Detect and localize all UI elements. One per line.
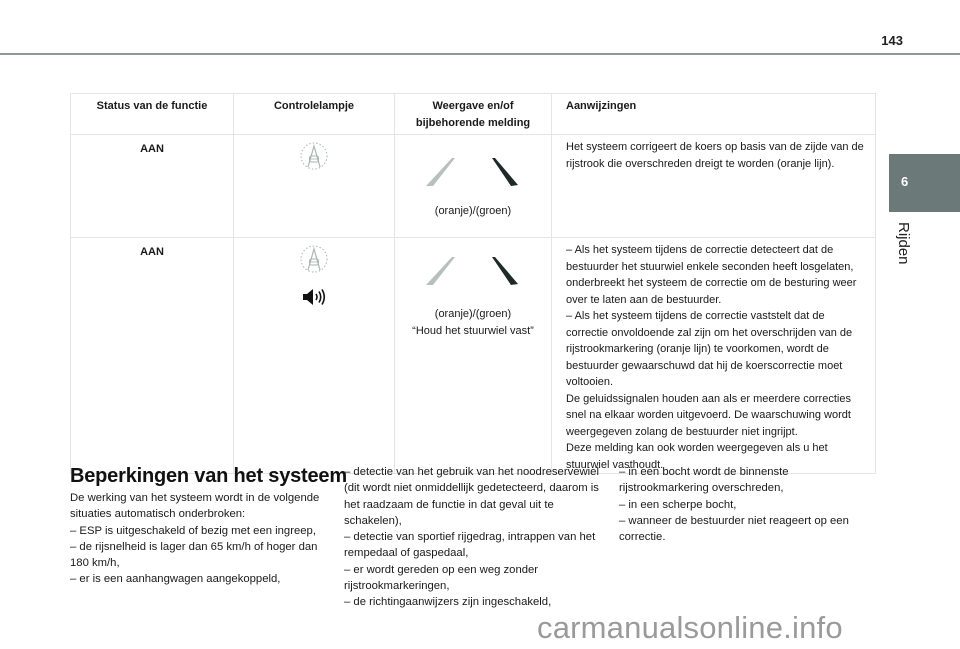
list-item: – er wordt gereden op een weg zonder rijstrookmarkeringen,: [344, 563, 539, 593]
header-notes: Aanwijzingen: [552, 94, 876, 135]
display-color-text: (oranje)/(groen): [434, 205, 512, 217]
header-status: Status van de functie: [71, 94, 234, 135]
list-item: – in een scherpe bocht,: [619, 498, 737, 511]
indicator-cell: [234, 238, 395, 474]
list-item: – detectie van sportief rijgedrag, intrappen van het rempedaal of gaspedaal,: [344, 531, 596, 560]
table-header-row: [71, 94, 876, 135]
list-item: – in een bocht wordt de binnenste rijstrookmarkering overschreden,: [619, 466, 789, 495]
text-column-3: [619, 464, 874, 545]
table-row: [71, 238, 876, 474]
list-item: – er is een aanhangwagen aangekoppeld,: [70, 573, 281, 586]
section-intro: De werking van het systeem wordt in de volgende situaties automatisch onderbroken:: [70, 492, 320, 521]
note-text: – Als het systeem tijdens de correctie vaststelt dat de correctie onvoldoende zal zijn om het overschrijden van de rijstrookmarkering (oranje lijn) te voorkomen, wordt de bestuurder gewaarschuwd dat hij de koerscorrectie moet voltooien.: [566, 310, 853, 388]
display-cell: [395, 238, 552, 474]
status-cell: AAN: [71, 135, 234, 238]
header-display-label: Weergave en/of bijbehorende melding: [415, 100, 531, 129]
lane-keeping-assist-icon: [299, 141, 329, 171]
watermark: carmanualsonline.info: [537, 610, 843, 645]
lane-keeping-assist-icon: [299, 244, 329, 274]
list-item: – wanneer de bestuurder niet reageert op een correctie.: [619, 514, 849, 544]
chapter-title: Rijden: [895, 222, 912, 265]
notes-cell: [552, 135, 876, 238]
function-status-table: [70, 93, 876, 474]
list-item: – de rijsnelheid is lager dan 65 km/h of hoger dan 180 km/h,: [70, 540, 318, 570]
display-message: “Houd het stuurwiel vast”: [412, 324, 534, 337]
text-column-1: [70, 490, 330, 588]
chapter-tab[interactable]: [889, 154, 960, 212]
table-row: [71, 135, 876, 238]
status-cell: AAN: [71, 238, 234, 474]
page-number: 143: [881, 33, 903, 48]
note-text: De geluidssignalen houden aan als er meerdere correcties snel na elkaar worden uitgevoerd. De waarschuwing wordt weergegeven zolang de bestuurder niet ingrijpt.: [566, 392, 851, 438]
indicator-cell: [234, 135, 395, 238]
header-indicator: Controlelampje: [234, 94, 395, 135]
text-column-2: [344, 464, 609, 611]
chapter-number: 6: [901, 174, 909, 189]
display-cell: [395, 135, 552, 238]
note-text: Deze melding kan ook worden weergegeven als u het stuurwiel vasthoudt.: [566, 442, 828, 471]
note-text: – Als het systeem tijdens de correctie detecteert dat de bestuurder het stuurwiel enkele seconden heeft losgelaten, onderbreekt het systeem de correctie om de besturing weer over te laten aan de bestuurder.: [566, 244, 857, 306]
section-title: Beperkingen van het systeem: [70, 465, 347, 487]
display-color-text: (oranje)/(groen): [434, 308, 512, 320]
note-text: Het systeem corrigeert de koers op basis van de zijde van de rijstrook die overschreden dreigt te worden (oranje lijn).: [566, 141, 864, 170]
speaker-icon: [302, 288, 326, 306]
lane-lines-display-icon: [426, 256, 520, 286]
list-item: – ESP is uitgeschakeld of bezig met een ingreep,: [70, 524, 316, 537]
list-item: – de richtingaanwijzers zijn ingeschakeld,: [344, 596, 552, 609]
notes-cell: [552, 238, 876, 474]
list-item: – detectie van het gebruik van het noodreservewiel (dit wordt niet onmiddellijk gedetecteerd, daarom is het raadzaam de functie in dat geval uit te schakelen),: [344, 466, 599, 527]
header-divider: [0, 53, 960, 55]
header-display: [395, 94, 552, 135]
lane-lines-display-icon: [426, 157, 520, 187]
